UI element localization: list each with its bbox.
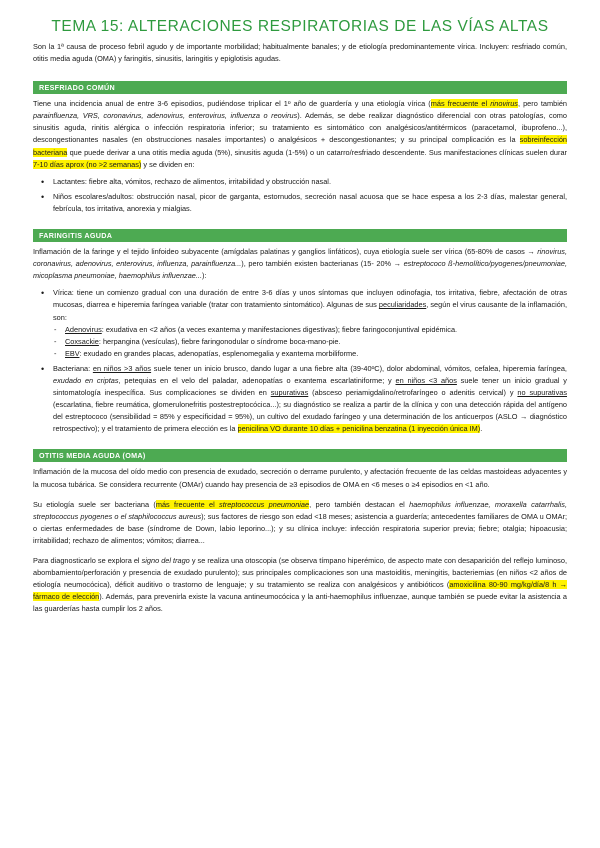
resfriado-paragraph: Tiene una incidencia anual de entre 3-6 episodios, pudiéndose triplicar el 1º año de guardería y una etiología vírica (más frecuente el rinovirus, pero también parainfluenza, VRS, coronavirus, adenovirus, enterovirus, influenza o reovirus). Además, se debe realizar diagnóstico diferencial con otras patologías, como sinusitis aguda, rinitis alérgica o infección respiratoria inferior; su tratamiento es sintomático con analgésicos/antitérmicos (paracetamol, ibuprofeno...), descongestionantes nasales (en obstrucciones nasales importantes) o analgésicos + descongestionantes; y su principal complicación es la sobreinfección bacteriana que puede derivar a una otitis media aguda (5%), sinusitis aguda (1-5%) o un catarro/resfriado descendente. Sus manifestaciones clínicas suelen durar 7-10 días aprox (no >2 semanas) y se dividen en: xyxy=(33,99,567,169)
highlight-sobreinfeccion: sobreinfección bacteriana xyxy=(33,135,567,157)
list-item: • Niños escolares/adultos: obstrucción nasal, picor de garganta, estornudos, secreción nasal acuosa que se hace espesa a los 2-3 días, malestar general, febrícula, tos irritativa, anorexia y mialgias. xyxy=(33,191,567,215)
sublist-item: - EBV: exudado en grandes placas, adenopatías, esplenomegalia y exantema morbiliforme. xyxy=(33,348,567,360)
faringitis-paragraph: Inflamación de la faringe y el tejido linfoideo subyacente (amígdalas palatinas y ganglios linfáticos), cuya etiología suele ser vírica (65-80% de casos → rinovirus, coronavirus, adenovirus, enterovirus, influenza, parainfluenza...), pero también existen bacterianas (15- 20% → estreptococo ß-hemolítico/pyogenes/pneumoniae, micoplasma pneumoniae, haemophilus influenzae...): xyxy=(33,247,567,281)
section-header-otitis: OTITIS MEDIA AGUDA (OMA) xyxy=(33,449,567,462)
section-header-resfriado: RESFRIADO COMÚN xyxy=(33,81,567,94)
sublist-item: - Adenovirus: exudativa en <2 años (a veces exantema y manifestaciones digestivas); fiebre faringoconjuntival epidémica. xyxy=(33,324,567,336)
highlight-rinovirus: más frecuente el rinovirus xyxy=(430,99,518,109)
otitis-paragraph-1: Inflamación de la mucosa del oído medio con presencia de exudado, secreción o derrame purulento, y afectación frecuente de las celdas mastoideas adyacentes y la mucosa tubárica. Se considera recurrente (OMAr) cuando hay presencia de ≥3 episodios de OMA en <6 meses o ≥4 episodios en <1 año. xyxy=(33,467,567,489)
list-item-virica: • Vírica: tiene un comienzo gradual con una duración de entre 3-6 días y unos síntomas que incluyen odinofagia, tos irritativa, fiebre, afectación de otras mucosas, diarrea e hiperemia faríngea variable (tratar con tratamiento sintomático). Algunas de sus peculiaridades, según el virus causante de la inflamación, son: - Adenovirus: exudativa en <2 años (a veces exantema y manifestaciones digestivas); fiebre faringoconjuntival epidémica. - Coxsackie: herpangina (vesículas), fiebre faringonodular o síndrome boca-mano-pie. - EBV: exudado en grandes placas, adenopatías, esplenomegalia y exantema morbiliforme. xyxy=(33,287,567,360)
resfriado-list xyxy=(33,176,567,215)
highlight-penicilina: penicilina VO durante 10 días + penicilina benzatina (1 inyección única IM) xyxy=(237,424,481,434)
section-header-faringitis: FARINGITIS AGUDA xyxy=(33,229,567,242)
list-item: • Lactantes: fiebre alta, vómitos, rechazo de alimentos, irritabilidad y obstrucción nasal. xyxy=(33,176,567,188)
highlight-amoxicilina: amoxicilina 80-90 mg/kg/día/8 h → fármaco de elección xyxy=(33,580,567,602)
faringitis-list xyxy=(33,287,567,435)
highlight-duracion: 7-10 días aprox (no >2 semanas) xyxy=(33,159,142,169)
list-item-bacteriana: • Bacteriana: en niños >3 años suele tener un inicio brusco, dando lugar a una fiebre alta (39-40ºC), dolor abdominal, vómitos, cefalea, hiperemia faríngea, exudado en criptas, petequias en el velo del paladar, adenopatías o exantema escarlatiniforme; y en niños <3 años suele tener un inicio gradual y sintomatología inespecífica. Sus complicaciones se dividen en supurativas (absceso periamigdalino/retrofaríngeo o adenitis cervical) y no supurativas (escarlatina, fiebre reumática, glomerulonefritis postestreptocócica...); su diagnóstico se realiza a partir de la clínica y con una detección rápida del antígeno del estreptococo (sensibilidad = 85% y especificidad = 95%), un cultivo del exudado faríngeo y una determinación de los anticuerpos (ASLO → diagnóstico retrospectivo); y el tratamiento de primera elección es la penicilina VO durante 10 días + penicilina benzatina (1 inyección única IM). xyxy=(33,363,567,436)
otitis-paragraph-2: Su etiología suele ser bacteriana (más frecuente el streptococcus pneumoniae, pero también destacan el haemophilus influenzae, moraxella catarrhalis, streptococcus pyogenes o el staphilococcus aureus); sus factores de riesgo son edad <18 meses; asistencia a guardería; antecedentes familiares de OMA u OMAr; o ciertas enfermedades de base (síndrome de Down, labio leporino...); y su clínica incluye: infección respiratoria superior previa; fiebre; otalgia; hipoacusia; irritabilidad; rechazo de alimentos; vómitos; diarrea... xyxy=(33,499,567,545)
highlight-pneumoniae: más frecuente el streptococcus pneumoniae xyxy=(155,499,310,509)
sublist-item: - Coxsackie: herpangina (vesículas), fiebre faringonodular o síndrome boca-mano-pie. xyxy=(33,336,567,348)
otitis-paragraph-3: Para diagnosticarlo se explora el signo del trago y se realiza una otoscopia (se observa tímpano hiperémico, de aspecto mate con desaparición del reflejo luminoso, abombamiento/perforación y presencia de exudado purulento); sus principales complicaciones son una mastoiditis, meningitis, bacteriemias (en niños <2 años de etiología neumocócica), déficit auditivo o trastorno de lenguaje; y su tratamiento se realiza con analgésicos y antibióticos (amoxicilina 80-90 mg/kg/día/8 h → fármaco de elección). Además, para prevenirla existe la vacuna antineumocócica y la anti-haemophilus influenzae, aunque también se puede evitar la asistencia a las guarderías hasta cumplir los 2 años. xyxy=(33,556,567,614)
intro-paragraph: Son la 1ª causa de proceso febril agudo y de importante morbilidad; habitualmente banales; y de etiología predominantemente vírica. Incluyen: resfriado común, otitis media aguda (OMA) y faringitis, sinusitis, laringitis y epiglotisis agudas. xyxy=(33,42,567,64)
page-title: TEMA 15: ALTERACIONES RESPIRATORIAS DE LAS VÍAS ALTAS xyxy=(51,18,549,35)
virica-sublist xyxy=(33,324,567,360)
